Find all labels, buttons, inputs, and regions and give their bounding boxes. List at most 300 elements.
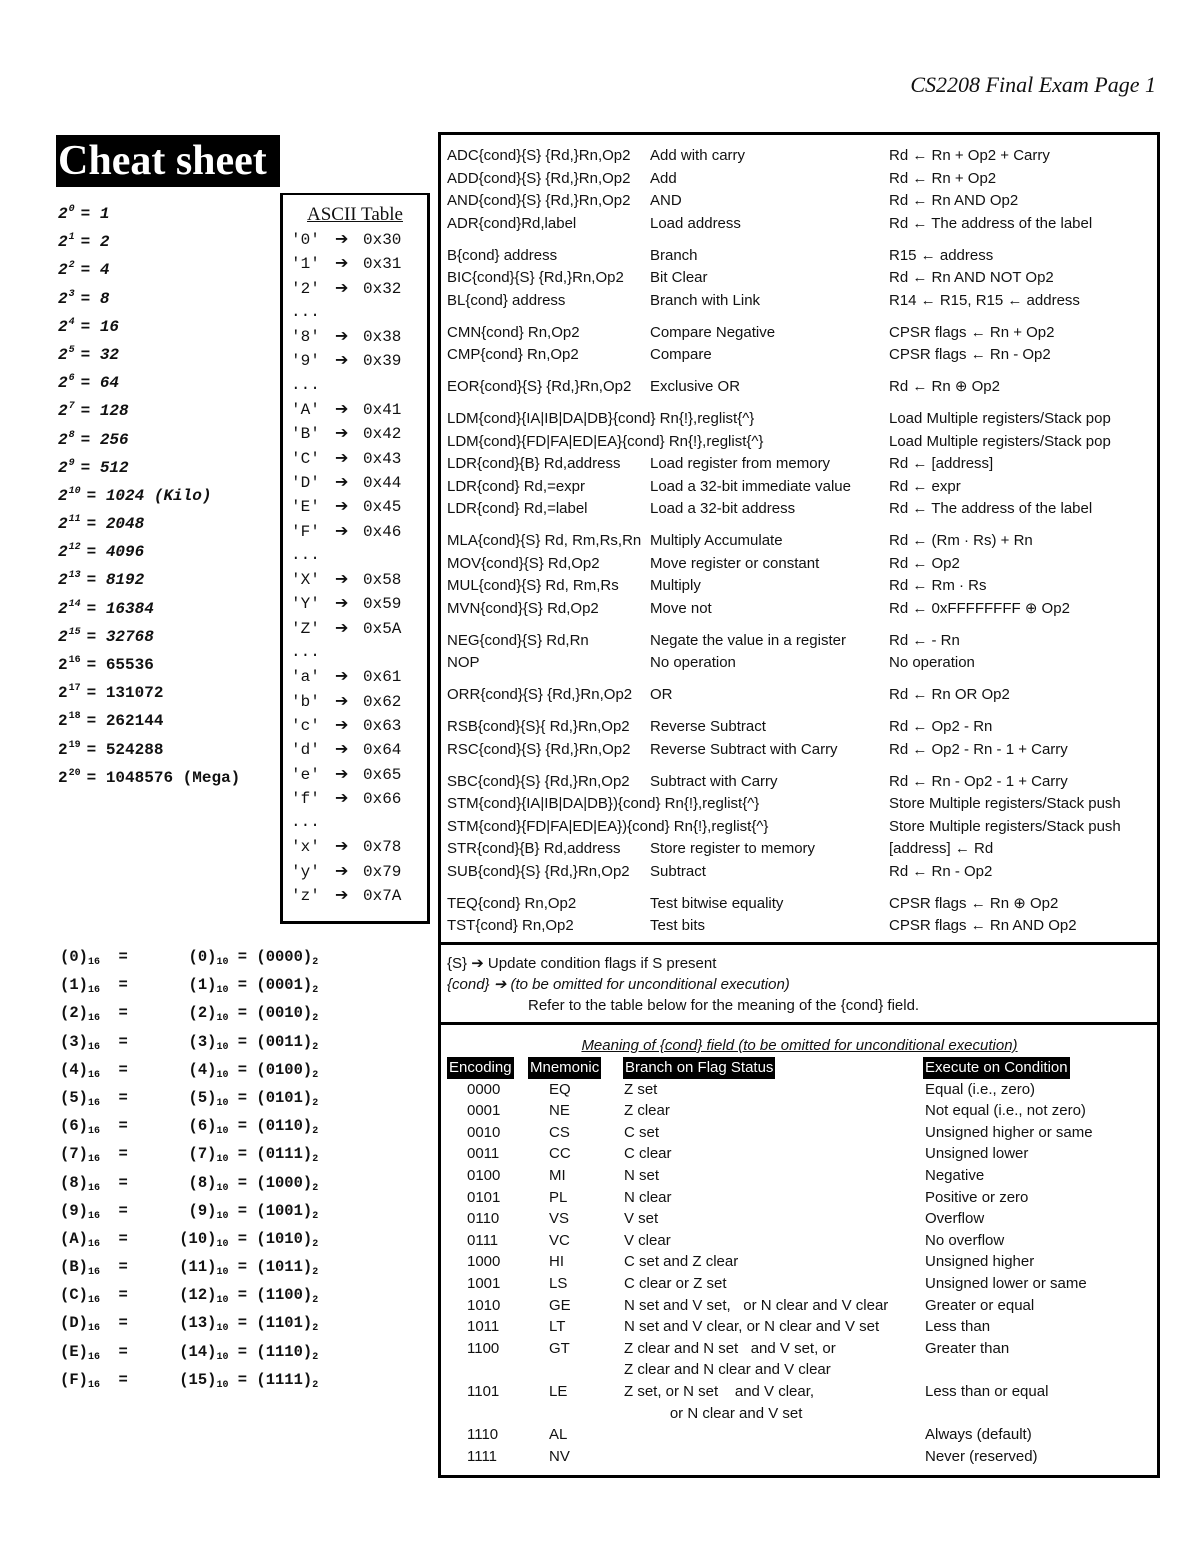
ascii-row — [283, 300, 427, 324]
ascii-hex: 0x43 — [363, 449, 402, 468]
exponent: 13 — [68, 570, 81, 582]
power-value: 131072 — [105, 684, 164, 703]
instruction-row — [447, 431, 1152, 454]
cond-execute: No overflow — [925, 1231, 1005, 1249]
instruction-syntax: STM{cond}{FD|FA|ED|EA}){cond} Rn{!},reglist{^} — [447, 817, 769, 835]
arrow-icon: ➔ — [335, 569, 349, 589]
base-2: 2 — [312, 1126, 319, 1138]
ascii-row — [283, 664, 427, 688]
base-2: 2 — [312, 1097, 319, 1109]
ascii-row — [283, 640, 427, 664]
ascii-row — [283, 810, 427, 834]
arrow-icon: ➔ — [335, 253, 349, 273]
instruction-desc: Negate the value in a register — [650, 631, 846, 649]
instruction-syntax: B{cond} address — [447, 246, 558, 264]
hex-digit: 0 — [69, 948, 79, 966]
dec-cell: $(15)_{10}$ — [179, 1370, 229, 1391]
cond-encoding: 0110 — [467, 1210, 500, 1228]
cond-mnemonic: VS — [549, 1210, 570, 1228]
ascii-hex: 0x59 — [363, 595, 402, 614]
cond-mnemonic: EQ — [549, 1080, 571, 1098]
base-16: 16 — [87, 1295, 100, 1307]
instruction-syntax: STM{cond}{IA|IB|DA|DB}){cond} Rn{!},reglist{^} — [447, 795, 760, 812]
cond-mnemonic: GT — [549, 1339, 570, 1357]
instruction-syntax: TEQ{cond} Rn,Op2 — [447, 894, 577, 912]
instruction-syntax: TST{cond} Rn,Op2 — [447, 917, 574, 934]
hex-digit: B — [69, 1258, 79, 1277]
instruction-row — [447, 716, 1152, 739]
instruction-syntax: CMN{cond} Rn,Op2 — [447, 323, 580, 341]
dec-value: 10 — [188, 1229, 208, 1248]
hex-row: $(5)_{16} = (5)_{10} = (0101)_2$ — [60, 1084, 318, 1112]
instruction-row — [447, 861, 1152, 884]
hex-digit: D — [69, 1314, 79, 1333]
power-row: $2^{10} = 1024$ (Kilo) — [58, 485, 212, 505]
base-10: 10 — [216, 985, 229, 997]
cond-encoding: 0100 — [467, 1166, 501, 1184]
group-gap — [447, 761, 1152, 771]
cond-flag-line: Z set — [624, 1080, 658, 1098]
exponent: 6 — [68, 373, 75, 385]
instruction-syntax: ADD{cond}{S} {Rd,}Rn,Op2 — [447, 169, 631, 187]
dec-value: 0 — [197, 948, 208, 966]
exponent: 20 — [68, 767, 81, 779]
instruction-row — [447, 915, 1152, 938]
power-row: $2^1 = 2$ — [58, 232, 110, 252]
arrow-icon: ➔ — [335, 885, 349, 905]
ascii-char: 'c' — [291, 716, 320, 735]
instruction-syntax: LDM{cond}{IA|IB|DA|DB}{cond} Rn{!},reglist{^} — [447, 410, 755, 427]
instruction-syntax: MLA{cond}{S} Rd, Rm,Rs,Rn — [447, 532, 642, 549]
exponent: 11 — [68, 514, 81, 526]
base-10: 10 — [216, 1267, 229, 1279]
hex-digit: 6 — [69, 1117, 79, 1136]
cond-execute: Not equal (i.e., not zero) — [925, 1102, 1086, 1120]
base-16: 16 — [87, 1238, 100, 1250]
ascii-row — [283, 543, 427, 567]
ascii-hex: 0x38 — [363, 328, 402, 347]
ascii-row — [283, 567, 427, 591]
power-note: (Kilo) — [153, 486, 212, 505]
ascii-row — [283, 494, 427, 518]
ascii-row — [283, 276, 427, 300]
instruction-op: Rd ← (Rm · Rs) + Rn — [889, 532, 1033, 549]
instruction-op: R14 ← R15, R15 ← address — [889, 291, 1080, 309]
bin-value: 0100 — [265, 1060, 303, 1079]
power-value: 262144 — [105, 712, 164, 731]
instruction-row — [447, 630, 1152, 653]
hex-row: $(F)_{16} = (15)_{10} = (1111)_2$ — [60, 1366, 318, 1394]
power-row: $2^{16} = 65536$ — [58, 655, 154, 674]
cond-flag-line-2: Z clear and N clear and V clear — [624, 1361, 831, 1379]
instruction-op: Rd ← The address of the label — [889, 214, 1093, 232]
cond-encoding: 1101 — [467, 1382, 500, 1400]
header-mnemonic: Mnemonic — [528, 1057, 601, 1079]
cond-encoding: 0101 — [467, 1188, 501, 1206]
cond-flag-line: C clear — [624, 1145, 672, 1163]
base-16: 16 — [87, 1097, 100, 1109]
instruction-desc: Compare Negative — [650, 323, 776, 341]
cond-encoding: 1111 — [467, 1447, 498, 1465]
instruction-row — [447, 245, 1152, 268]
cond-flag-status — [624, 1316, 879, 1338]
power-value: 128 — [99, 402, 129, 421]
cond-flag-line: C set — [624, 1123, 660, 1141]
ascii-char: '1' — [291, 255, 320, 274]
instruction-syntax: BL{cond} address — [447, 291, 566, 309]
hex-row: $(3)_{16} = (3)_{10} = (0011)_2$ — [60, 1028, 318, 1056]
ascii-char: ... — [291, 813, 320, 832]
cond-encoding: 1001 — [467, 1274, 501, 1292]
hex-dec-bin-table — [60, 943, 318, 1394]
instruction-op: Store Multiple registers/Stack push — [889, 795, 1121, 812]
power-row: $2^{15} = 32768$ — [58, 626, 154, 646]
power-value: 256 — [99, 430, 129, 449]
cond-mnemonic: LE — [549, 1382, 568, 1400]
note-cond-flag: {cond} ➔ (to be omitted for unconditional execution) — [447, 976, 790, 993]
dec-value: 1 — [197, 976, 208, 995]
cond-execute: Never (reserved) — [925, 1447, 1038, 1465]
base-2: 2 — [312, 1069, 319, 1081]
hex-row: $(0)_{16} = (0)_{10} = (0000)_2$ — [60, 943, 318, 971]
dec-value: 4 — [197, 1060, 208, 1079]
instruction-row — [447, 290, 1152, 313]
ascii-char: 'E' — [291, 498, 320, 517]
dec-cell: $(10)_{10}$ — [179, 1229, 229, 1250]
cond-row — [447, 1446, 1152, 1468]
hex-row: $(8)_{16} = (8)_{10} = (1000)_2$ — [60, 1169, 318, 1197]
arrow-icon: ➔ — [335, 666, 349, 686]
cond-flag-line: V set — [624, 1210, 659, 1228]
cond-flag-line: C set and Z clear — [624, 1253, 739, 1271]
base-10: 10 — [216, 1351, 229, 1363]
dec-cell: $(7)_{10}$ — [188, 1145, 229, 1166]
instruction-row — [447, 816, 1152, 839]
exponent: 15 — [68, 626, 81, 638]
instruction-syntax: RSC{cond}{S} {Rd,}Rn,Op2 — [447, 740, 631, 758]
dec-cell: $(2)_{10}$ — [188, 1004, 229, 1025]
cond-row — [447, 1122, 1152, 1144]
ascii-hex: 0x45 — [363, 498, 402, 517]
instruction-syntax: LDR{cond} Rd,=label — [447, 500, 588, 517]
power-row: $2^{18} = 262144$ — [58, 711, 164, 731]
hex-row: $(7)_{16} = (7)_{10} = (0111)_2$ — [60, 1140, 318, 1168]
base-2: 2 — [312, 1379, 319, 1391]
hex-row: $(B)_{16} = (11)_{10} = (1011)_2$ — [60, 1253, 318, 1281]
cond-row — [447, 1295, 1152, 1317]
bin-value: 0000 — [265, 948, 303, 966]
instruction-syntax: ADR{cond}Rd,label — [447, 214, 577, 232]
note-refer: Refer to the table below for the meaning of the {cond} field. — [528, 997, 920, 1014]
ascii-char: ... — [291, 545, 320, 564]
cond-encoding: 1011 — [467, 1318, 500, 1336]
sheet-title: Cheat sheet — [56, 135, 280, 187]
power-row: $2^{17} = 131072$ — [58, 683, 164, 703]
cond-mnemonic: HI — [549, 1253, 564, 1271]
cond-encoding: 0111 — [467, 1231, 499, 1249]
power-value: 512 — [99, 458, 129, 477]
base-2: 2 — [312, 1323, 319, 1335]
base-16: 16 — [87, 1351, 100, 1363]
base-2: 2 — [312, 1238, 319, 1250]
cond-flag-status — [624, 1338, 836, 1381]
bin-value: 1001 — [265, 1201, 303, 1220]
exponent: 10 — [68, 485, 81, 497]
instruction-row — [447, 652, 1152, 675]
ascii-hex: 0x41 — [363, 401, 402, 420]
ascii-char: '2' — [291, 279, 320, 298]
ascii-hex: 0x63 — [363, 716, 402, 735]
dec-value: 15 — [188, 1370, 208, 1389]
ascii-hex: 0x39 — [363, 352, 402, 371]
instruction-row — [447, 598, 1152, 621]
ascii-row — [283, 446, 427, 470]
cond-mnemonic: CC — [549, 1145, 571, 1163]
arrow-icon: ➔ — [335, 277, 349, 297]
base-2: 2 — [312, 985, 319, 997]
base-2: 2 — [312, 1351, 319, 1363]
cond-execute: Negative — [925, 1166, 985, 1184]
header-branch: Branch on Flag Status — [623, 1057, 775, 1079]
cond-encoding: 0011 — [467, 1145, 500, 1163]
exponent: 19 — [68, 739, 81, 751]
cond-flag-line: Z clear and N set and V set, or — [624, 1339, 836, 1357]
ascii-char: 'D' — [291, 473, 320, 492]
ascii-row — [283, 762, 427, 786]
arrow-icon: ➔ — [335, 423, 349, 443]
hex-digit: 8 — [69, 1173, 79, 1192]
power-row: $2^{20} = 1048576$ (Mega) — [58, 767, 241, 787]
power-value: 2048 — [105, 515, 145, 534]
power-row: $2^5 = 32$ — [58, 344, 120, 364]
powers-of-two-list — [58, 196, 240, 788]
exponent: 0 — [68, 204, 75, 215]
bin-value: 1110 — [265, 1342, 303, 1361]
instruction-syntax: LDM{cond}{FD|FA|ED|EA}{cond} Rn{!},reglist{^} — [447, 432, 764, 450]
exponent: 14 — [68, 598, 81, 610]
instruction-op: CPSR flags ← Rn - Op2 — [889, 346, 1051, 363]
instruction-desc: AND — [650, 192, 682, 209]
cond-row — [447, 1079, 1152, 1101]
ascii-row — [283, 324, 427, 348]
cond-table — [447, 1035, 1152, 1467]
power-value: 8192 — [105, 571, 145, 590]
base-16: 16 — [87, 1126, 100, 1138]
bin-value: 0110 — [265, 1117, 303, 1136]
bin-value: 0001 — [265, 976, 303, 995]
base-16: 16 — [87, 957, 100, 968]
exponent: 3 — [68, 288, 75, 300]
base-2: 2 — [312, 957, 319, 968]
instruction-row — [447, 838, 1152, 861]
ascii-char: 'f' — [291, 789, 320, 808]
cond-mnemonic: CS — [549, 1123, 570, 1141]
exponent: 2 — [68, 260, 75, 272]
ascii-hex: 0x30 — [363, 231, 402, 249]
instruction-op: Rd ← Op2 - Rn — [889, 718, 993, 735]
base-10: 10 — [216, 1210, 229, 1222]
ascii-char: 'X' — [291, 571, 320, 590]
instruction-syntax: CMP{cond} Rn,Op2 — [447, 346, 579, 363]
instruction-op: R15 ← address — [889, 246, 994, 264]
instruction-desc: Branch — [650, 246, 698, 264]
instruction-op: Rd ← Op2 — [889, 554, 960, 572]
instruction-op: Rd ← Rm · Rs — [889, 577, 987, 594]
hex-digit: 7 — [69, 1145, 79, 1164]
ascii-row — [283, 883, 427, 907]
arrow-icon: ➔ — [335, 690, 349, 710]
instruction-desc: Bit Clear — [650, 269, 708, 286]
ascii-char: 'z' — [291, 887, 320, 906]
cond-execute: Greater than — [925, 1339, 1010, 1357]
cond-execute: Unsigned higher — [925, 1253, 1035, 1271]
base-16: 16 — [87, 985, 100, 997]
bin-value: 0011 — [265, 1032, 303, 1051]
instruction-desc: Load a 32-bit immediate value — [650, 477, 851, 495]
instruction-desc: Multiply Accumulate — [650, 532, 783, 549]
cond-row — [447, 1187, 1152, 1209]
base-2: 2 — [312, 1013, 319, 1025]
instruction-desc: Test bitwise equality — [650, 894, 784, 912]
hex-digit: 3 — [69, 1032, 79, 1051]
cond-flag-status — [624, 1251, 738, 1273]
cond-flag-line: N set and V set, or N clear and V clear — [624, 1296, 889, 1314]
power-value: 4 — [99, 261, 110, 280]
cond-row — [447, 1251, 1152, 1273]
base-10: 10 — [216, 1041, 229, 1053]
cond-row — [447, 1100, 1152, 1122]
cond-mnemonic: VC — [549, 1231, 570, 1249]
base-16: 16 — [87, 1154, 100, 1166]
cond-mnemonic: NE — [549, 1102, 570, 1120]
instruction-desc: Reverse Subtract — [650, 718, 766, 735]
dec-cell: $(5)_{10}$ — [188, 1088, 229, 1109]
base-10: 10 — [216, 1097, 229, 1109]
base-2: 2 — [312, 1182, 319, 1194]
cond-encoding: 0001 — [467, 1102, 501, 1120]
base-16: 16 — [87, 1323, 100, 1335]
instruction-row — [447, 145, 1152, 168]
cond-row — [447, 1316, 1152, 1338]
cond-execute: Less than or equal — [925, 1382, 1049, 1400]
dec-cell: $(12)_{10}$ — [179, 1286, 229, 1307]
instruction-desc: Subtract — [650, 862, 706, 880]
instruction-op: Rd ← Rn + Op2 + Carry — [889, 147, 1050, 164]
cond-flag-line: Z clear — [624, 1102, 670, 1120]
instruction-syntax: ORR{cond}{S} {Rd,}Rn,Op2 — [447, 686, 633, 703]
instruction-desc: Store register to memory — [650, 840, 816, 857]
ascii-char: 'Z' — [291, 619, 320, 638]
base-10: 10 — [216, 1154, 229, 1166]
instruction-desc: Add — [650, 169, 677, 187]
dec-value: 14 — [188, 1342, 208, 1361]
exponent: 4 — [68, 316, 75, 328]
arrow-icon: ➔ — [335, 593, 349, 613]
instruction-syntax: AND{cond}{S} {Rd,}Rn,Op2 — [447, 192, 631, 209]
hex-digit: A — [69, 1229, 79, 1248]
group-gap — [447, 883, 1152, 893]
exponent: 16 — [68, 655, 81, 666]
hex-row: $(D)_{16} = (13)_{10} = (1101)_2$ — [60, 1309, 318, 1337]
ascii-row — [283, 786, 427, 810]
base-16: 16 — [87, 1013, 100, 1025]
instruction-syntax: LDR{cond} Rd,=expr — [447, 477, 586, 495]
dec-value: 12 — [188, 1286, 208, 1305]
ascii-hex: 0x78 — [363, 838, 402, 857]
ascii-char: ... — [291, 302, 320, 321]
cond-flag-status — [624, 1273, 727, 1295]
instruction-syntax: BIC{cond}{S} {Rd,}Rn,Op2 — [447, 269, 624, 286]
cond-row — [447, 1424, 1152, 1446]
instruction-op: CPSR flags ← Rn AND Op2 — [889, 917, 1077, 934]
arrow-icon: ➔ — [335, 787, 349, 807]
base-16: 16 — [87, 1267, 100, 1279]
ascii-char: 'A' — [291, 401, 320, 420]
power-row: $2^8 = 256$ — [58, 429, 129, 449]
instruction-row — [447, 739, 1152, 762]
base-16: 16 — [87, 1182, 100, 1194]
cond-flag-line-2: or N clear and V set — [624, 1404, 803, 1422]
cond-table-title: Meaning of {cond} field (to be omitted for unconditional execution) — [581, 1037, 1018, 1054]
bin-value: 1101 — [265, 1314, 303, 1333]
instruction-syntax: EOR{cond}{S} {Rd,}Rn,Op2 — [447, 378, 632, 395]
power-value: 32768 — [105, 627, 154, 646]
ascii-row — [283, 227, 427, 251]
ascii-char: 'd' — [291, 741, 320, 760]
instruction-desc: Reverse Subtract with Carry — [650, 740, 838, 758]
dec-value: 5 — [197, 1088, 208, 1107]
ascii-hex: 0x42 — [363, 425, 402, 444]
ascii-hex: 0x46 — [363, 522, 402, 541]
instruction-desc: Load a 32-bit address — [650, 500, 796, 517]
dec-value: 6 — [197, 1117, 208, 1136]
base-16: 16 — [87, 1210, 100, 1222]
power-value: 1048576 — [105, 768, 174, 787]
ascii-char: 'C' — [291, 449, 320, 468]
base-10: 10 — [216, 1379, 229, 1391]
arrow-icon: ➔ — [335, 350, 349, 370]
exponent: 7 — [68, 401, 75, 413]
instruction-desc: Add with carry — [650, 147, 746, 164]
instruction-op: Rd ← Rn ⊕ Op2 — [889, 378, 1000, 395]
instruction-desc: Load address — [650, 214, 741, 232]
dec-value: 11 — [188, 1258, 208, 1277]
ascii-hex: 0x5A — [363, 619, 402, 638]
instruction-list — [447, 145, 1152, 938]
ascii-hex: 0x79 — [363, 862, 402, 881]
instruction-row — [447, 498, 1152, 521]
instruction-row — [447, 684, 1152, 707]
instruction-op: Rd ← Rn + Op2 — [889, 169, 997, 187]
power-value: 4096 — [105, 543, 145, 562]
arrow-icon: ➔ — [335, 714, 349, 734]
base-10: 10 — [216, 1069, 229, 1081]
ascii-hex: 0x65 — [363, 765, 402, 784]
instruction-desc: No operation — [650, 654, 736, 671]
ascii-hex: 0x44 — [363, 473, 402, 492]
instruction-desc: Multiply — [650, 577, 701, 594]
base-10: 10 — [216, 1295, 229, 1307]
instruction-op: Rd ← expr — [889, 477, 961, 495]
power-row: $2^4 = 16$ — [58, 316, 120, 336]
cond-encoding: 1000 — [467, 1253, 501, 1271]
base-16: 16 — [87, 1041, 100, 1053]
cond-encoding: 1100 — [467, 1339, 500, 1357]
group-gap — [447, 399, 1152, 409]
dec-cell: $(3)_{10}$ — [188, 1032, 229, 1053]
base-16: 16 — [87, 1069, 100, 1081]
ascii-hex: 0x61 — [363, 668, 402, 687]
